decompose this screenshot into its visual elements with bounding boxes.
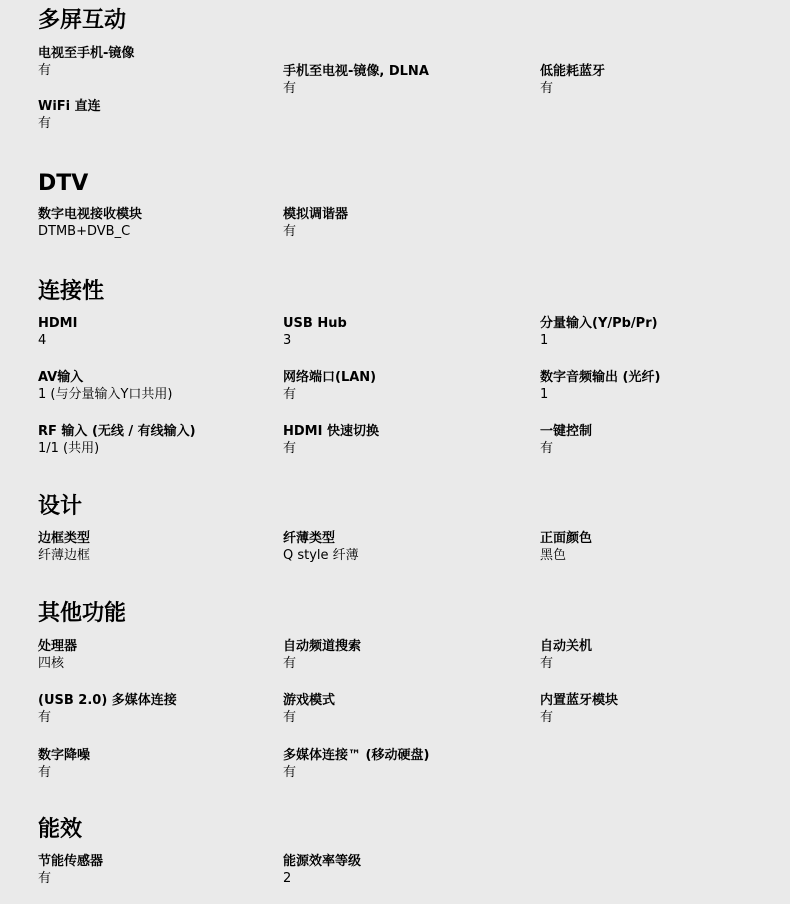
spec-item xyxy=(540,530,785,564)
section-title: 能效 xyxy=(38,817,83,842)
spec-value: 有 xyxy=(540,656,554,671)
spec-value: 3 xyxy=(283,333,292,348)
spec-value: 1/1 (共用) xyxy=(38,441,100,456)
spec-item xyxy=(38,45,283,79)
spec-value: 有 xyxy=(38,765,52,780)
spec-label: 数字电视接收模块 xyxy=(38,207,143,222)
spec-item xyxy=(540,315,785,349)
spec-value: 有 xyxy=(283,81,297,96)
spec-label: 一键控制 xyxy=(540,424,593,439)
spec-value: 有 xyxy=(540,441,554,456)
section-title: 其他功能 xyxy=(38,601,127,626)
spec-label: 节能传感器 xyxy=(38,854,104,869)
spec-label: 数字音频输出 (光纤) xyxy=(540,370,661,385)
spec-label: 低能耗蓝牙 xyxy=(540,64,606,79)
spec-label: 内置蓝牙模块 xyxy=(540,693,619,708)
spec-value: 纤薄边框 xyxy=(38,548,91,563)
spec-label: WiFi 直连 xyxy=(38,99,101,114)
spec-value: 1 (与分量输入Y口共用) xyxy=(38,387,173,402)
spec-value: Q style 纤薄 xyxy=(283,548,359,563)
spec-item xyxy=(38,530,283,564)
section-title: 多屏互动 xyxy=(38,8,127,33)
spec-value: 四核 xyxy=(38,656,65,671)
spec-label: 正面颜色 xyxy=(540,531,593,546)
spec-label: 电视至手机-镜像 xyxy=(38,46,135,61)
spec-value: 1 xyxy=(540,333,549,348)
spec-item xyxy=(38,638,283,672)
spec-label: AV输入 xyxy=(38,370,84,385)
spec-label: RF 输入 (无线 / 有线输入) xyxy=(38,424,196,439)
spec-item xyxy=(38,315,283,349)
spec-item xyxy=(38,692,283,726)
spec-value: 黑色 xyxy=(540,548,567,563)
spec-item xyxy=(283,369,528,403)
spec-item xyxy=(283,206,528,240)
spec-label: USB Hub xyxy=(283,316,347,331)
spec-label: 模拟调谐器 xyxy=(283,207,349,222)
spec-item xyxy=(283,63,528,97)
spec-item xyxy=(283,423,528,457)
spec-label: HDMI xyxy=(38,316,78,331)
spec-value: 有 xyxy=(283,441,297,456)
spec-value: 2 xyxy=(283,871,292,886)
spec-item xyxy=(38,747,283,781)
spec-label: 能源效率等级 xyxy=(283,854,362,869)
spec-label: 数字降噪 xyxy=(38,748,91,763)
spec-label: 处理器 xyxy=(38,639,78,654)
section-title: DTV xyxy=(38,171,89,196)
spec-label: 自动关机 xyxy=(540,639,593,654)
spec-item xyxy=(38,423,283,457)
spec-value: 有 xyxy=(283,387,297,402)
spec-value: 有 xyxy=(540,710,554,725)
spec-label: 纤薄类型 xyxy=(283,531,336,546)
spec-item xyxy=(540,369,785,403)
spec-label: 边框类型 xyxy=(38,531,91,546)
spec-value: 有 xyxy=(540,81,554,96)
spec-item xyxy=(540,692,785,726)
spec-item xyxy=(283,530,528,564)
spec-label: 分量输入(Y/Pb/Pr) xyxy=(540,316,658,331)
section-title: 连接性 xyxy=(38,279,105,304)
spec-item xyxy=(38,369,283,403)
spec-value: 有 xyxy=(283,710,297,725)
spec-value: 有 xyxy=(38,116,52,131)
spec-value: DTMB+DVB_C xyxy=(38,224,131,239)
spec-item xyxy=(38,206,283,240)
spec-item xyxy=(283,853,528,887)
spec-value: 有 xyxy=(283,224,297,239)
spec-item xyxy=(38,98,283,132)
spec-label: HDMI 快速切换 xyxy=(283,424,379,439)
spec-value: 1 xyxy=(540,387,549,402)
spec-item xyxy=(283,315,528,349)
spec-item xyxy=(283,747,528,781)
spec-item xyxy=(540,63,785,97)
spec-label: 多媒体连接™ (移动硬盘) xyxy=(283,748,430,763)
spec-label: 游戏模式 xyxy=(283,693,336,708)
spec-label: 手机至电视-镜像, DLNA xyxy=(283,64,429,79)
spec-label: 网络端口(LAN) xyxy=(283,370,377,385)
spec-item xyxy=(283,638,528,672)
spec-label: 自动频道搜索 xyxy=(283,639,362,654)
spec-value: 有 xyxy=(283,765,297,780)
spec-value: 有 xyxy=(283,656,297,671)
spec-value: 有 xyxy=(38,871,52,886)
spec-item xyxy=(38,853,283,887)
spec-value: 有 xyxy=(38,63,52,78)
spec-value: 有 xyxy=(38,710,52,725)
spec-value: 4 xyxy=(38,333,47,348)
spec-item xyxy=(540,638,785,672)
spec-label: (USB 2.0) 多媒体连接 xyxy=(38,693,177,708)
spec-item xyxy=(540,423,785,457)
spec-item xyxy=(283,692,528,726)
section-title: 设计 xyxy=(38,494,83,519)
